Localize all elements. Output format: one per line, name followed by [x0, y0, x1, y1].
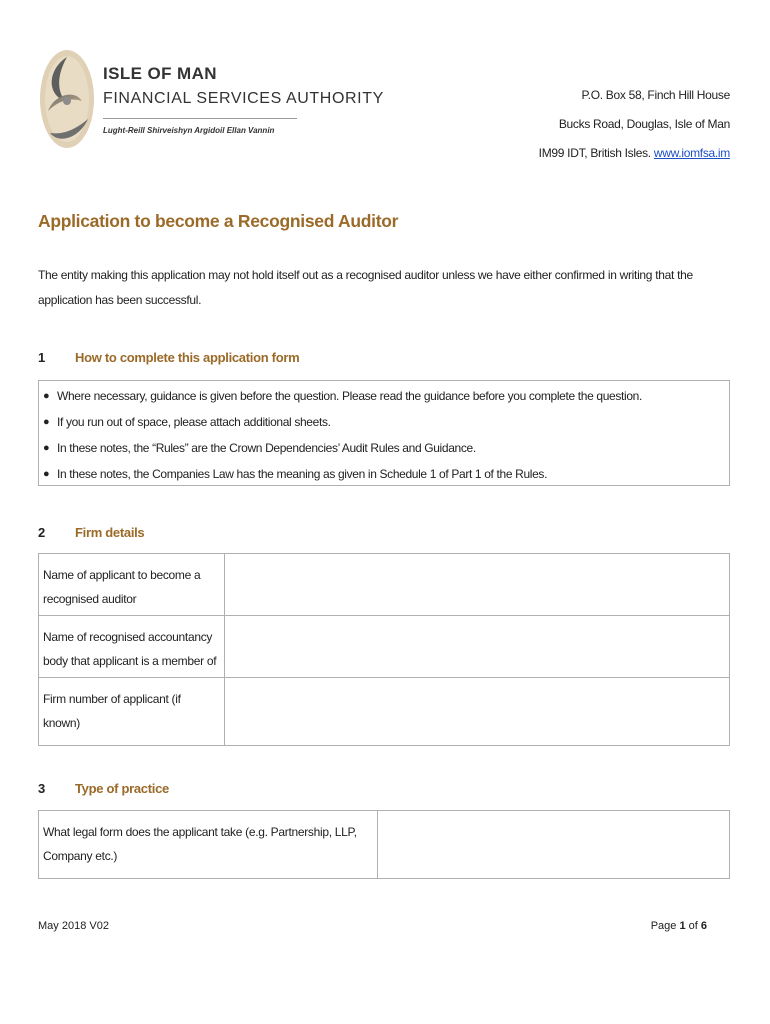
legal-form-field[interactable]	[378, 811, 730, 879]
table-row	[39, 616, 730, 678]
type-of-practice-table	[38, 810, 730, 879]
field-label: What legal form does the applicant take (e.g. Partnership, LLP, Company etc.)	[39, 811, 378, 879]
version-label: May 2018 V02	[38, 920, 109, 932]
applicant-name-field[interactable]	[225, 554, 730, 616]
section-1-number: 1	[38, 350, 46, 365]
section-1-title: How to complete this application form	[75, 350, 300, 365]
table-row	[39, 678, 730, 746]
section-2-number: 2	[38, 525, 46, 540]
address-line-2: Bucks Road, Douglas, Isle of Man	[558, 117, 730, 131]
logo-subtitle: FINANCIAL SERVICES AUTHORITY	[103, 90, 384, 107]
address-line-1: P.O. Box 58, Finch Hill House	[581, 88, 730, 102]
table-row	[39, 811, 730, 879]
guidance-item: ● In these notes, the “Rules” are the Crown Dependencies’ Audit Rules and Guidance.	[39, 435, 729, 461]
table-row	[39, 554, 730, 616]
field-label: Firm number of applicant (if known)	[39, 678, 225, 746]
firm-details-table	[38, 553, 730, 746]
document-title: Application to become a Recognised Auditor	[38, 211, 399, 231]
bullet-icon: ●	[43, 390, 50, 402]
address-line-3	[539, 146, 730, 160]
logo-divider	[103, 118, 297, 119]
page-number: Page 1 of 6	[650, 920, 707, 932]
logo-tagline: Lught-Reill Shirveishyn Argidoil Ellan Vannin	[103, 126, 275, 135]
field-label: Name of recognised accountancy body that applicant is a member of	[39, 616, 225, 678]
section-3-number: 3	[38, 781, 46, 796]
accountancy-body-field[interactable]	[225, 616, 730, 678]
triskelion-logo-icon	[38, 49, 95, 150]
guidance-box	[38, 380, 730, 486]
guidance-item: ● Where necessary, guidance is given before the question. Please read the guidance before you complete the question.	[39, 383, 729, 409]
website-link[interactable]: www.iomfsa.im	[653, 146, 730, 160]
bullet-icon: ●	[43, 442, 50, 454]
section-3-title: Type of practice	[75, 781, 169, 796]
bullet-icon: ●	[43, 468, 50, 480]
guidance-item: ● If you run out of space, please attach additional sheets.	[39, 409, 729, 435]
bullet-icon: ●	[43, 416, 50, 428]
guidance-list	[39, 383, 729, 487]
address-postcode: IM99 IDT, British Isles.	[538, 146, 654, 160]
intro-paragraph: The entity making this application may not hold itself out as a recognised auditor unless we have either confirmed in writing that the application has been successful.	[38, 268, 693, 307]
field-label: Name of applicant to become a recognised auditor	[39, 554, 225, 616]
section-2-title: Firm details	[75, 525, 145, 540]
logo-title: ISLE OF MAN	[103, 64, 217, 83]
firm-number-field[interactable]	[225, 678, 730, 746]
guidance-item: ● In these notes, the Companies Law has the meaning as given in Schedule 1 of Part 1 of the Rules.	[39, 461, 729, 487]
